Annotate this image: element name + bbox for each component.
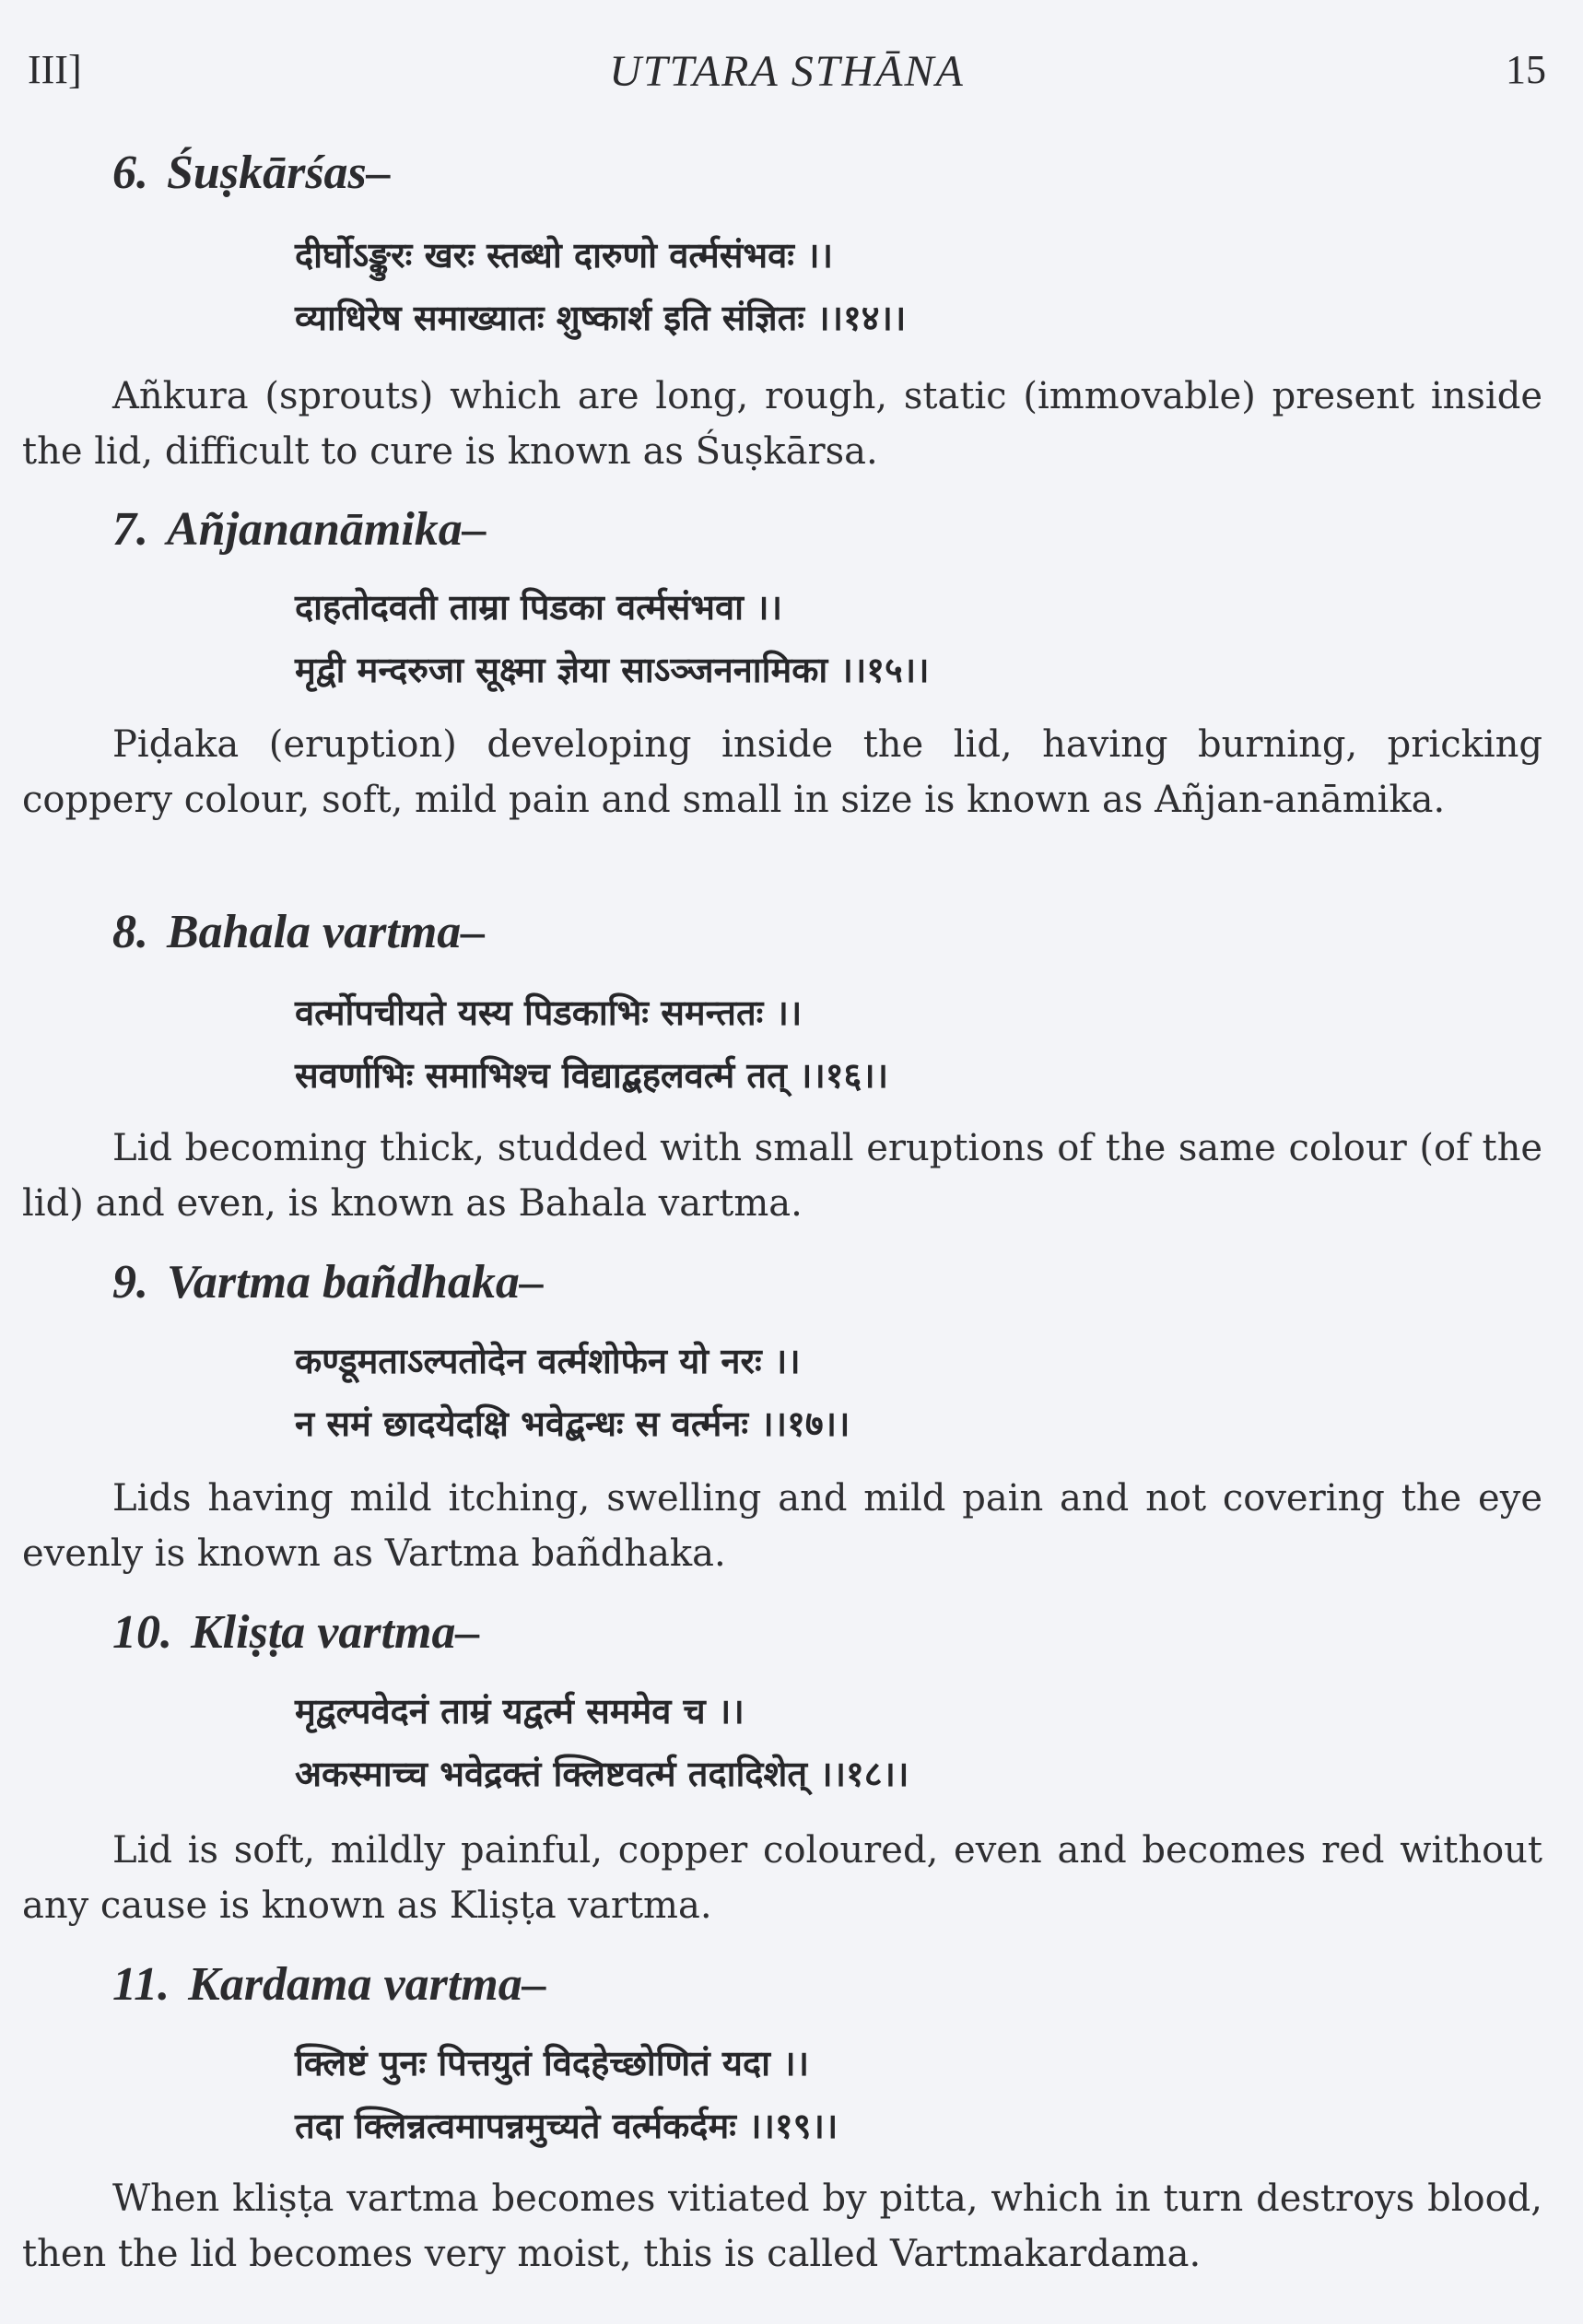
- section-number: 6.: [112, 147, 148, 199]
- running-title: UTTARA STHĀNA: [609, 47, 965, 96]
- section-number: 7.: [112, 503, 148, 556]
- section-heading: [112, 905, 485, 959]
- section-name: Vartma bañdhaka–: [167, 1256, 544, 1309]
- sanskrit-verse-line: वर्त्मोपचीयते यस्य पिडकाभिः समन्ततः ।।: [295, 992, 803, 1033]
- section-description: Añkura (sprouts) which are long, rough, static (immovable) present inside the lid, difficult to cure is known as Śuṣkārsa.: [22, 375, 1542, 473]
- page-number: 15: [1506, 47, 1546, 92]
- section-description: Lids having mild itching, swelling and mild pain and not covering the eye evenly is known as Vartma bañdhaka.: [22, 1477, 1542, 1575]
- section-number: 10.: [112, 1606, 172, 1659]
- sanskrit-verse-line: कण्डूमताऽल्पतोदेन वर्त्मशोफेन यो नरः ।।: [295, 1341, 801, 1381]
- page-header: [28, 46, 1546, 111]
- section-name: Kardama vartma–: [188, 1958, 546, 2011]
- section-number: 11.: [112, 1958, 170, 2011]
- section-heading: [112, 1255, 544, 1309]
- section-name: Bahala vartma–: [167, 906, 486, 958]
- sanskrit-verse-line: सवर्णाभिः समाभिश्च विद्याद्बहलवर्त्म तत् ।।१६।।: [295, 1055, 889, 1096]
- section-heading: [112, 1605, 479, 1660]
- section-description: Lid is soft, mildly painful, copper coloured, even and becomes red without any cause is known as Kliṣṭa vartma.: [22, 1829, 1542, 1927]
- sanskrit-verse-line: दाहतोदवती ताम्रा पिडका वर्त्मसंभवा ।।: [295, 587, 782, 628]
- section-name: Śuṣkārśas–: [167, 147, 391, 199]
- sanskrit-verse-line: मृद्वी मन्दरुजा सूक्ष्मा ज्ञेया साऽञ्जननामिका ।।१५।।: [295, 650, 930, 690]
- sanskrit-verse-line: मृद्वल्पवेदनं ताम्रं यद्वर्त्म सममेव च ।।: [295, 1691, 745, 1731]
- sanskrit-verse-line: दीर्घोऽङ्कुरः खरः स्तब्धो दारुणो वर्त्मसंभवः ।।: [295, 235, 833, 276]
- section-number: 8.: [112, 906, 148, 958]
- sanskrit-verse-line: न समं छादयेदक्षि भवेद्बन्धः स वर्त्मनः ।।१७।।: [295, 1403, 850, 1444]
- sanskrit-verse-line: व्याधिरेष समाख्यातः शुष्कार्श इति संज्ञितः ।।१४।।: [295, 298, 907, 338]
- chapter-marker: III]: [28, 47, 82, 92]
- sanskrit-verse-line: तदा क्लिन्नत्वमापन्नमुच्यते वर्त्मकर्दमः ।।१९।।: [295, 2106, 838, 2146]
- section-number: 9.: [112, 1256, 148, 1309]
- section-description: Lid becoming thick, studded with small eruptions of the same colour (of the lid) and even, is known as Bahala vartma.: [22, 1127, 1542, 1225]
- section-heading: [112, 146, 391, 200]
- sanskrit-verse-line: क्लिष्टं पुनः पित्तयुतं विदहेच्छोणितं यदा ।।: [295, 2043, 810, 2083]
- section-heading: [112, 1957, 546, 2012]
- section-description: Piḍaka (eruption) developing inside the lid, having burning, pricking coppery colour, soft, mild pain and small in size is known as Añjan-anāmika.: [22, 723, 1542, 821]
- section-heading: [112, 502, 487, 557]
- sanskrit-verse-line: अकस्माच्च भवेद्रक्तं क्लिष्टवर्त्म तदादिशेत् ।।१८।।: [295, 1754, 909, 1794]
- section-name: Añjananāmika–: [167, 503, 487, 556]
- section-description: When kliṣṭa vartma becomes vitiated by pitta, which in turn destroys blood, then the lid becomes very moist, this is called Vartmakardama.: [22, 2177, 1542, 2275]
- section-name: Kliṣṭa vartma–: [191, 1606, 480, 1659]
